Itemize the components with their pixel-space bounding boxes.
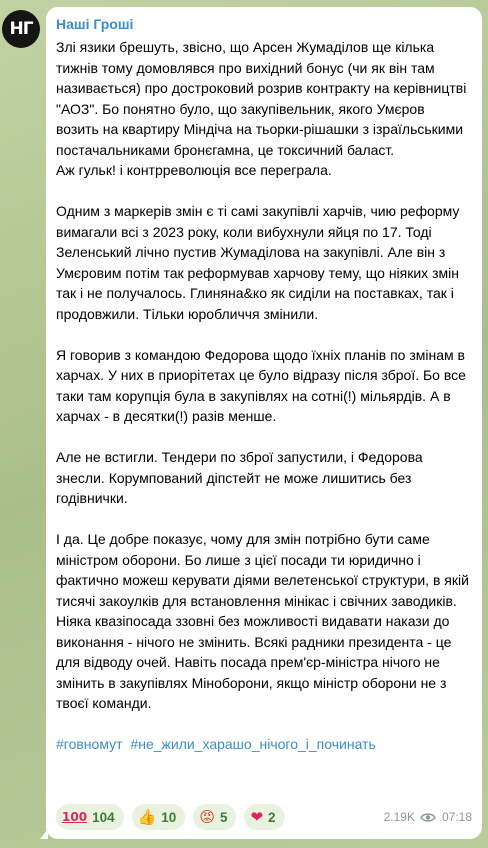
message-footer bbox=[56, 803, 472, 831]
message-time: 07:18 bbox=[441, 810, 472, 824]
paragraph-4: Але не встигли. Тендери по зброї запустили, і Федорова знесли. Корумпований діпстейт не може лишитись без годівнички. bbox=[56, 449, 423, 506]
thumbs-up-icon: 👍 bbox=[137, 807, 157, 826]
reaction-thumbs-up[interactable] bbox=[132, 804, 186, 830]
hashtag-link[interactable]: #говномут bbox=[56, 736, 123, 752]
message-bubble bbox=[46, 7, 482, 839]
eye-icon bbox=[420, 812, 436, 823]
message-text bbox=[56, 37, 470, 714]
reaction-heart[interactable] bbox=[244, 804, 284, 830]
message-meta bbox=[384, 810, 472, 824]
avatar-initials: НГ bbox=[9, 19, 33, 39]
reaction-count: 104 bbox=[92, 809, 115, 825]
paragraph-5: І да. Це добре показує, чому для змін потрібно бути саме міністром оборони. Бо лише з цієї посади ти юридично і фактично можеш керувати діями велетенської структури, в якій тисячі закоулків для встановлення мінікас і свічних заводиків. Ніяка квазіпосада ззовні без можливості видавати накази до виконання - нічого не змінить. Всякі радники президента - це для відводу очей. Навіть посада прем'єр-міністра нічого не змінить в закупівлях Міноборони, якщо міністр оборони не з твоєї команди. bbox=[56, 531, 469, 711]
hashtag-list bbox=[56, 734, 470, 755]
channel-name[interactable]: Наші Гроші bbox=[56, 16, 134, 32]
reaction-100[interactable] bbox=[56, 804, 124, 830]
paragraph-2: Одним з маркерів змін є ті самі закупівлі харчів, чию реформу вимагали всі з 2023 року, коли вибухнули яйця по 17. Тоді Зеленський лічно пустив Жумаділова на закупівлі. Але він з Умєровим потім так реформував харчову тему, що ніяких змін так і не получалось. Глиняна&ко як сиділи на поставках, так і продовжили. Тільки юробличчя змінили. bbox=[56, 203, 460, 322]
view-count: 2.19K bbox=[383, 810, 415, 824]
paragraph-1-line-2: Аж гульк! і контрреволюція все переграла. bbox=[56, 162, 332, 178]
100-icon: 100 bbox=[62, 810, 88, 824]
paragraph-3: Я говорив з командою Федорова щодо їхніх планів по змінам в харчах. У них в приорітетах це було відразу після зброї. Бо все таки там корупція була в закупівлях на сотні(!) мільярдів. А в харчах - в десятки(!) разів менше. bbox=[56, 346, 466, 424]
angry-face-icon: 😡 bbox=[199, 807, 215, 826]
paragraph-1-line-1: Злі язики брешуть, звісно, що Арсен Жумаділов ще кілька тижнів тому домовлявся про вихідний бонус (чи як він там називається) про достроковий розрив контракту на керівництві "АОЗ". Бо понятно було, що закупівельник, якого Умєров возить на квартиру Міндіча на тьорки-рішашки з ізраїльськими постачальниками бронєгамна, це токсичний баласт. bbox=[56, 39, 467, 158]
reaction-angry-face[interactable] bbox=[193, 804, 236, 830]
heart-icon: ❤ bbox=[250, 807, 264, 826]
reaction-count: 10 bbox=[161, 809, 177, 825]
reaction-count: 2 bbox=[268, 809, 276, 825]
channel-avatar[interactable] bbox=[2, 10, 40, 48]
hashtag-link[interactable]: #не_жили_харашо_нічого_і_починать bbox=[130, 736, 376, 752]
reaction-count: 5 bbox=[219, 809, 228, 825]
